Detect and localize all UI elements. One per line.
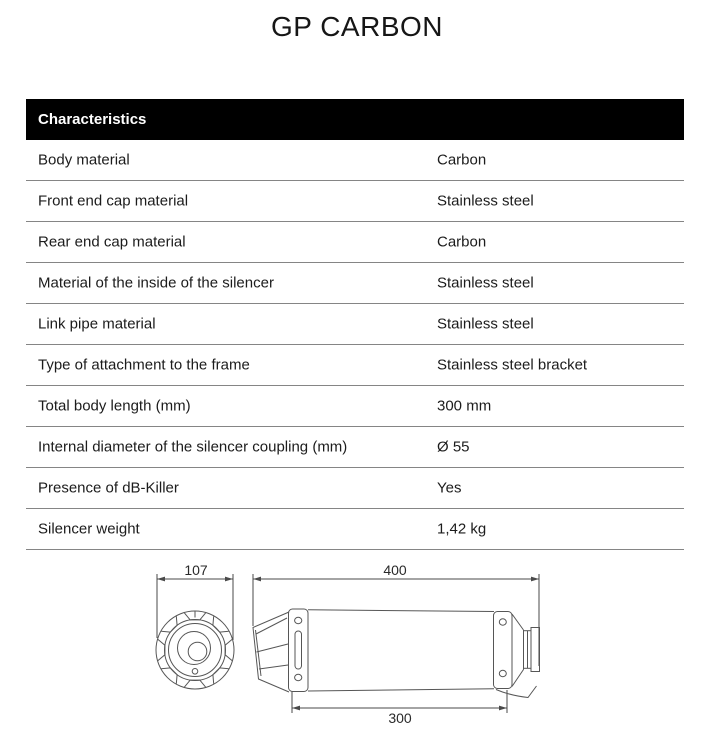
- row-label: Body material: [38, 151, 130, 169]
- rivet: [499, 670, 506, 676]
- row-value: Carbon: [437, 233, 487, 251]
- table-row: [26, 427, 684, 468]
- table-row: [26, 140, 684, 181]
- dim-300: [292, 690, 507, 726]
- row-value: Ø 55: [437, 438, 470, 456]
- cap-facet: [225, 639, 232, 660]
- row-value: Stainless steel: [437, 192, 534, 210]
- spec-table: [26, 99, 684, 550]
- row-label: Type of attachment to the frame: [38, 356, 250, 374]
- cap-facet: [161, 668, 177, 684]
- tail-cone: [512, 614, 524, 630]
- row-label: Silencer weight: [38, 520, 140, 538]
- row-value: Stainless steel: [437, 315, 534, 333]
- row-label: Front end cap material: [38, 192, 189, 210]
- rivet: [499, 619, 506, 625]
- row-value: Stainless steel: [437, 274, 534, 292]
- technical-drawing: [0, 544, 714, 744]
- row-value: 300 mm: [437, 397, 492, 415]
- row-value: 1,42 kg: [437, 520, 487, 538]
- row-label: Material of the inside of the silencer: [38, 274, 274, 292]
- table-row: [26, 263, 684, 304]
- cap-facets: [158, 613, 232, 687]
- front-view: [156, 611, 234, 689]
- body-bottom-edge: [308, 689, 494, 691]
- row-value: Carbon: [437, 151, 487, 169]
- table-row: [26, 386, 684, 427]
- row-label: Internal diameter of the silencer coupling (mm): [38, 438, 348, 456]
- body-top-edge: [308, 610, 494, 612]
- row-value: Stainless steel bracket: [437, 356, 588, 374]
- cap-facet: [213, 616, 229, 632]
- cap-facet: [184, 680, 205, 687]
- dim-107: [157, 562, 233, 640]
- cap-facet: [161, 616, 177, 632]
- row-value: Yes: [437, 479, 462, 497]
- front-band-slot: [295, 631, 302, 669]
- cap-facet: [158, 639, 165, 660]
- dim-400: [253, 562, 539, 666]
- row-label: Total body length (mm): [38, 397, 191, 415]
- row-label: Rear end cap material: [38, 233, 186, 251]
- dim-300-label: 300: [388, 710, 412, 726]
- page-title: GP CARBON: [270, 11, 444, 42]
- table-row: [26, 304, 684, 345]
- table-row: [26, 468, 684, 509]
- dim-400-label: 400: [383, 562, 407, 578]
- cap-facet: [213, 668, 229, 684]
- front-band: [289, 609, 309, 692]
- rivet: [295, 617, 302, 623]
- row-label: Link pipe material: [38, 315, 156, 333]
- rivet: [295, 674, 302, 680]
- outlet-lip: [531, 628, 540, 672]
- row-label: Presence of dB-Killer: [38, 479, 179, 497]
- bracket-tab: [496, 686, 537, 698]
- characteristics-rows: [26, 140, 684, 550]
- dim-107-label: 107: [184, 562, 208, 578]
- table-row: [26, 181, 684, 222]
- side-view: [253, 609, 540, 698]
- table-row: [26, 222, 684, 263]
- table-row: [26, 345, 684, 386]
- characteristics-header: Characteristics: [26, 99, 684, 140]
